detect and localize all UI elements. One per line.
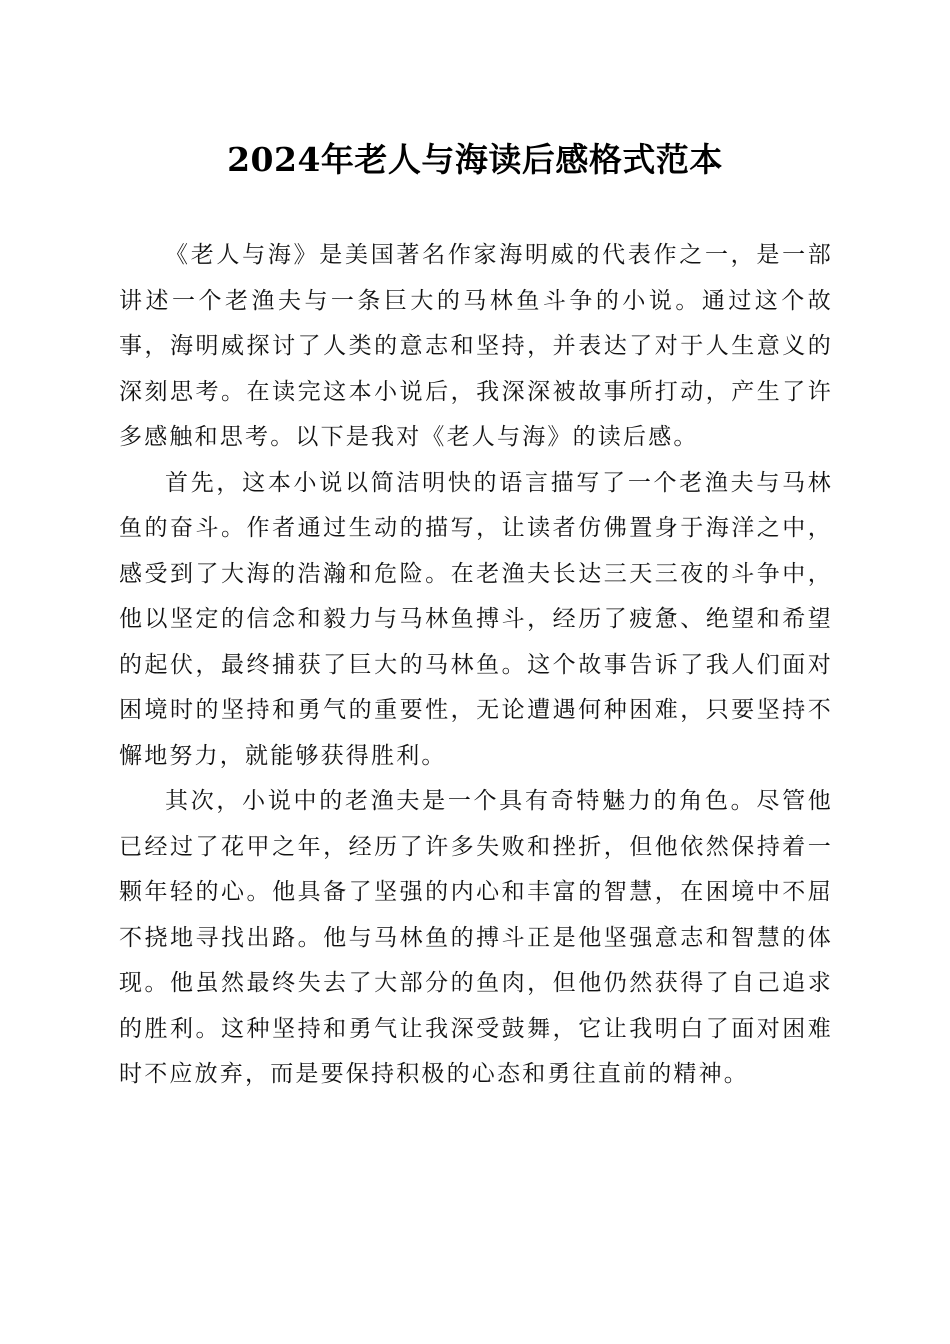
paragraph: 其次，小说中的老渔夫是一个具有奇特魅力的角色。尽管他已经过了花甲之年，经历了许多失败和挫折，但他依然保持着一颗年轻的心。他具备了坚强的内心和丰富的智慧，在困境中不屈不挠地寻找出路。他与马林鱼的搏斗正是他坚强意志和智慧的体现。他虽然最终失去了大部分的鱼肉，但他仍然获得了自己追求的胜利。这种坚持和勇气让我深受鼓舞，它让我明白了面对困难时不应放弃，而是要保持积极的心态和勇往直前的精神。 [119,788,833,1087]
paragraph: 《老人与海》是美国著名作家海明威的代表作之一，是一部讲述一个老渔夫与一条巨大的马林鱼斗争的小说。通过这个故事，海明威探讨了人类的意志和坚持，并表达了对于人生意义的深刻思考。在读完这本小说后，我深深被故事所打动，产生了许多感触和思考。以下是我对《老人与海》的读后感。 [119,242,833,450]
document-body [119,233,833,1098]
paragraph: 首先，这本小说以简洁明快的语言描写了一个老渔夫与马林鱼的奋斗。作者通过生动的描写，让读者仿佛置身于海洋之中，感受到了大海的浩瀚和危险。在老渔夫长达三天三夜的斗争中，他以坚定的信念和毅力与马林鱼搏斗，经历了疲惫、绝望和希望的起伏，最终捕获了巨大的马林鱼。这个故事告诉了我人们面对困境时的坚持和勇气的重要性，无论遭遇何种困难，只要坚持不懈地努力，就能够获得胜利。 [119,469,833,769]
document-title: 2024年老人与海读后感格式范本 [227,140,723,179]
